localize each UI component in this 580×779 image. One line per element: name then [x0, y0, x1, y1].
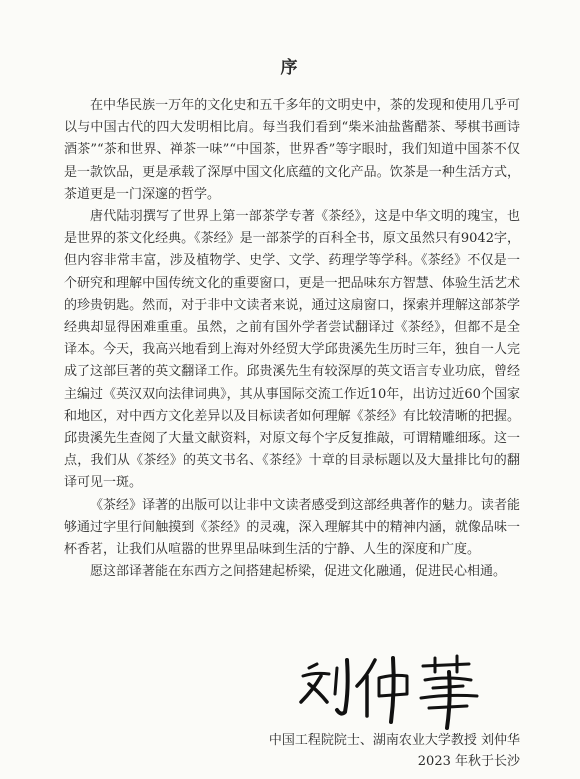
paragraph: 唐代陆羽撰写了世界上第一部茶学专著《茶经》，这是中华文明的瑰宝，也是世界的茶文化经典。《茶经》是一部茶学的百科全书，原文虽然只有9042字，但内容非常丰富，涉及植物学、史学、文学、药理学等学科。《茶经》不仅是一个研究和理解中国传统文化的重要窗口，更是一把品味东方智慧、体验生活艺术的珍贵钥匙。然而，对于非中文读者来说，通过这扇窗口，探索并理解这部茶学经典却显得困难重重。虽然，之前有国外学者尝试翻译过《茶经》，但都不是全译本。今天，我高兴地看到上海对外经贸大学邱贵溪先生历时三年，独自一人完成了这部巨著的英文翻译工作。邱贵溪先生有较深厚的英文语言专业功底，曾经主编过《英汉双向法律词典》，其从事国际交流工作近10年，出访过近60个国家和地区，对中西方文化差异以及目标读者如何理解《茶经》有比较清晰的把握。邱贵溪先生查阅了大量文献资料，对原文每个字反复推敲，可谓精雕细琢。这一点，我们从《茶经》的英文书名、《茶经》十章的目录标题以及大量排比句的翻译可见一斑。: [64, 209, 520, 491]
paragraph: 在中华民族一万年的文化史和五千多年的文明史中，茶的发现和使用几乎可以与中国古代的四大发明相比肩。每当我们看到“柴米油盐酱醋茶、琴棋书画诗酒茶”“茶和世界、禅茶一味”“中国茶，世界香”等字眼时，我们知道中国茶不仅是一款饮品，更是承载了深厚中国文化底蕴的文化产品。饮茶是一种生活方式，茶道更是一门深邃的哲学。: [64, 98, 520, 202]
date-place: 2023 年秋于长沙: [417, 754, 520, 769]
body-text: [64, 95, 520, 583]
signature-icon: [295, 650, 495, 730]
page-title: 序: [280, 58, 300, 78]
paragraph: 愿这部译著能在东西方之间搭建起桥梁，促进文化融通，促进民心相通。: [90, 564, 507, 580]
handwritten-signature: [295, 650, 495, 730]
paragraph: 《茶经》译著的出版可以让非中文读者感受到这部经典著作的魅力。读者能够通过字里行间触摸到《茶经》的灵魂，深入理解其中的精神内涵，就像品味一杯香茗，让我们从喧嚣的世界里品味到生活的宁静、人生的深度和广度。: [64, 497, 520, 558]
author-credit: 中国工程院院士、湖南农业大学教授 刘仲华: [268, 733, 520, 748]
